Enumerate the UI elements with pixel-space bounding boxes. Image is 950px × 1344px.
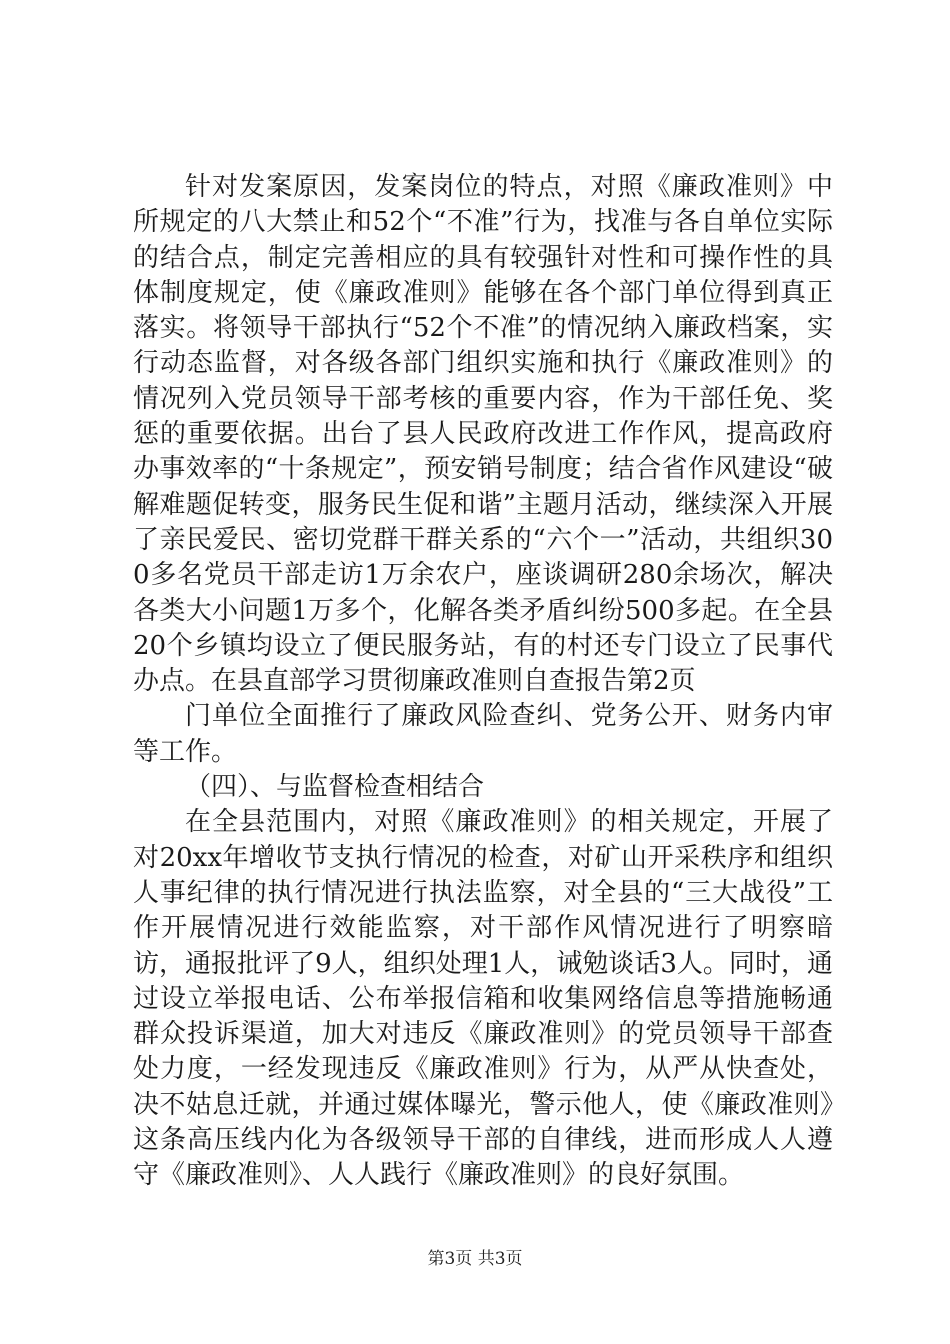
section-heading-supervision: （四）、与监督检查相结合 xyxy=(185,772,485,803)
paragraph-discipline-rules: 针对发案原因，发案岗位的特点，对照《廉政准则》中所规定的八大禁止和52个“不准”行为，找准与各自单位实际的结合点，制定完善相应的具有较强针对性和可操作性的具体制度规定，使《廉政准则》能够在各个部门单位得到真正落实。将领导干部执行“52个不准”的情况纳入廉政档案，实行动态监督，对各级各部门组织实施和执行《廉政准则》的情况列入党员领导干部考核的重要内容，作为干部任免、奖惩的重要依据。出台了县人民政府改进工作作风，提高政府办事效率的“十条规定”，预安销号制度；结合省作风建设“破解难题促转变，服务民生促和谐”主题月活动，继续深入开展了亲民爱民、密切党群干群关系的“六个一”活动，共组织300多名党员干部走访1万余农户，座谈调研280余场次，解决各类大小问题1万多个，化解各类矛盾纠纷500多起。在全县20个乡镇均设立了便民服务站，有的村还专门设立了民事代办点。在县直部学习贯彻廉政准则自查报告第2页 xyxy=(133,172,833,697)
paragraph-supervision-inspection: 在全县范围内，对照《廉政准则》的相关规定，开展了对20xx年增收节支执行情况的检查，对矿山开采秩序和组织人事纪律的执行情况进行执法监察，对全县的“三大战役”工作开展情况进行效能监察，对干部作风情况进行了明察暗访，通报批评了9人，组织处理1人，诫勉谈话3人。同时，通过设立举报电话、公布举报信箱和收集网络信息等措施畅通群众投诉渠道，加大对违反《廉政准则》的党员领导干部查处力度，一经发现违反《廉政准则》行为，从严从快查处，决不姑息迁就，并通过媒体曝光，警示他人，使《廉政准则》这条高压线内化为各级领导干部的自律线，进而形成人人遵守《廉政准则》、人人践行《廉政准则》的良好氛围。 xyxy=(133,807,833,1191)
page-footer: 第3页 共3页 xyxy=(427,1249,523,1269)
document-body xyxy=(133,170,833,1194)
paragraph-continuation: 门单位全面推行了廉政风险查纠、党务公开、财务内审等工作。 xyxy=(133,701,833,767)
